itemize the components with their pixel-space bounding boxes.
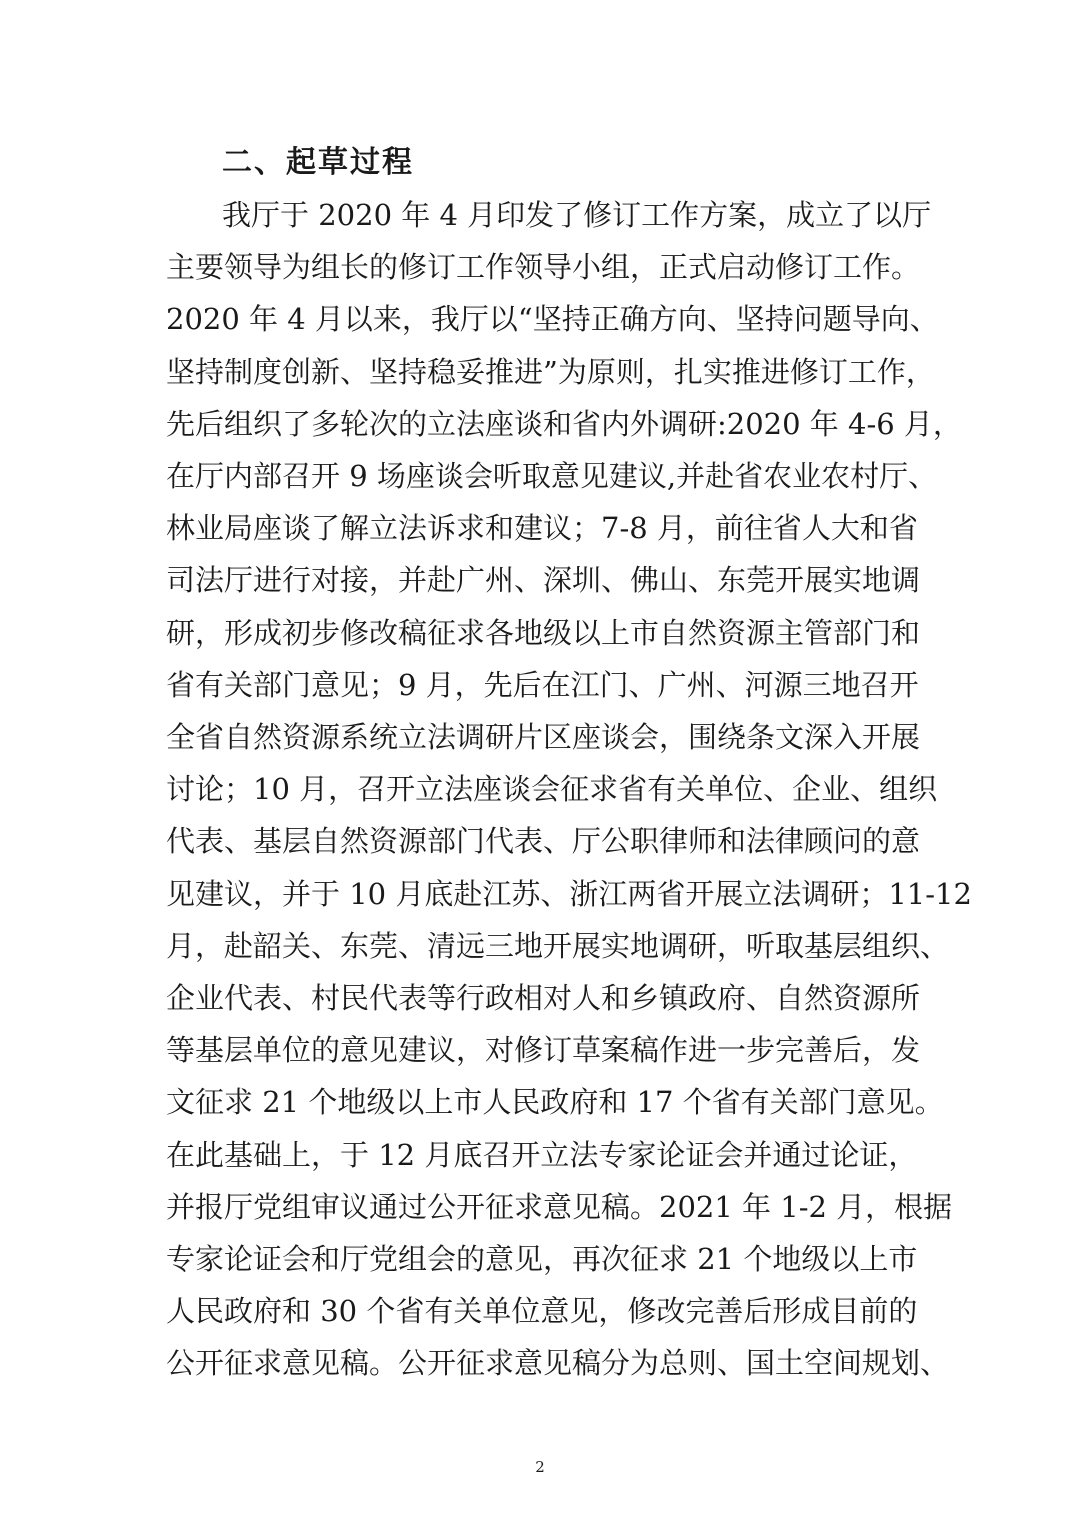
- paragraph-line: 2020 年 4 月以来，我厅以“坚持正确方向、坚持问题导向、: [166, 302, 939, 337]
- paragraph-line: 主要领导为组长的修订工作领导小组，正式启动修订工作。: [166, 250, 921, 285]
- paragraph-line: 文征求 21 个地级以上市人民政府和 17 个省有关部门意见。: [166, 1085, 944, 1120]
- paragraph-line: 全省自然资源系统立法调研片区座谈会，围绕条文深入开展: [166, 720, 921, 754]
- paragraph-line: 企业代表、村民代表等行政相对人和乡镇政府、自然资源所: [166, 981, 921, 1015]
- section-heading: 二、起草过程: [222, 145, 414, 180]
- paragraph-line: 等基层单位的意见建议，对修订草案稿作进一步完善后，发: [166, 1033, 921, 1068]
- paragraph-line: 在此基础上，于 12 月底召开立法专家论证会并通过论证，: [166, 1137, 918, 1172]
- paragraph-line: 公开征求意见稿。公开征求意见稿分为总则、国土空间规划、: [166, 1346, 950, 1381]
- paragraph-line: 人民政府和 30 个省有关单位意见，修改完善后形成目前的: [166, 1294, 918, 1329]
- paragraph-line: 我厅于 2020 年 4 月印发了修订工作方案，成立了以厅: [222, 198, 932, 232]
- paragraph-line: 专家论证会和厅党组会的意见，再次征求 21 个地级以上市: [166, 1242, 918, 1276]
- page-number: 2: [535, 1458, 545, 1476]
- paragraph-line: 省有关部门意见；9 月，先后在江门、广州、河源三地召开: [166, 667, 919, 702]
- paragraph-line: 司法厅进行对接，并赴广州、深圳、佛山、东莞开展实地调: [166, 563, 921, 598]
- paragraph-line: 林业局座谈了解立法诉求和建议；7-8 月，前往省人大和省: [166, 511, 918, 546]
- paragraph-line: 在厅内部召开 9 场座谈会听取意见建议,并赴省农业农村厅、: [166, 459, 938, 493]
- paragraph-line: 讨论；10 月，召开立法座谈会征求省有关单位、企业、组织: [166, 772, 938, 807]
- paragraph-line: 坚持制度创新、坚持稳妥推进”为原则，扎实推进修订工作，: [166, 354, 935, 389]
- paragraph-line: 月，赴韶关、东莞、清远三地开展实地调研，听取基层组织、: [166, 928, 950, 963]
- paragraph-line: 见建议，并于 10 月底赴江苏、浙江两省开展立法调研；11-12: [166, 876, 972, 911]
- paragraph-line: 先后组织了多轮次的立法座谈和省内外调研:2020 年 4-6 月，: [166, 406, 962, 441]
- paragraph-line: 研，形成初步修改稿征求各地级以上市自然资源主管部门和: [166, 615, 921, 650]
- paragraph-line: 代表、基层自然资源部门代表、厅公职律师和法律顾问的意: [166, 824, 921, 859]
- paragraph-line: 并报厅党组审议通过公开征求意见稿。2021 年 1-2 月，根据: [166, 1189, 953, 1224]
